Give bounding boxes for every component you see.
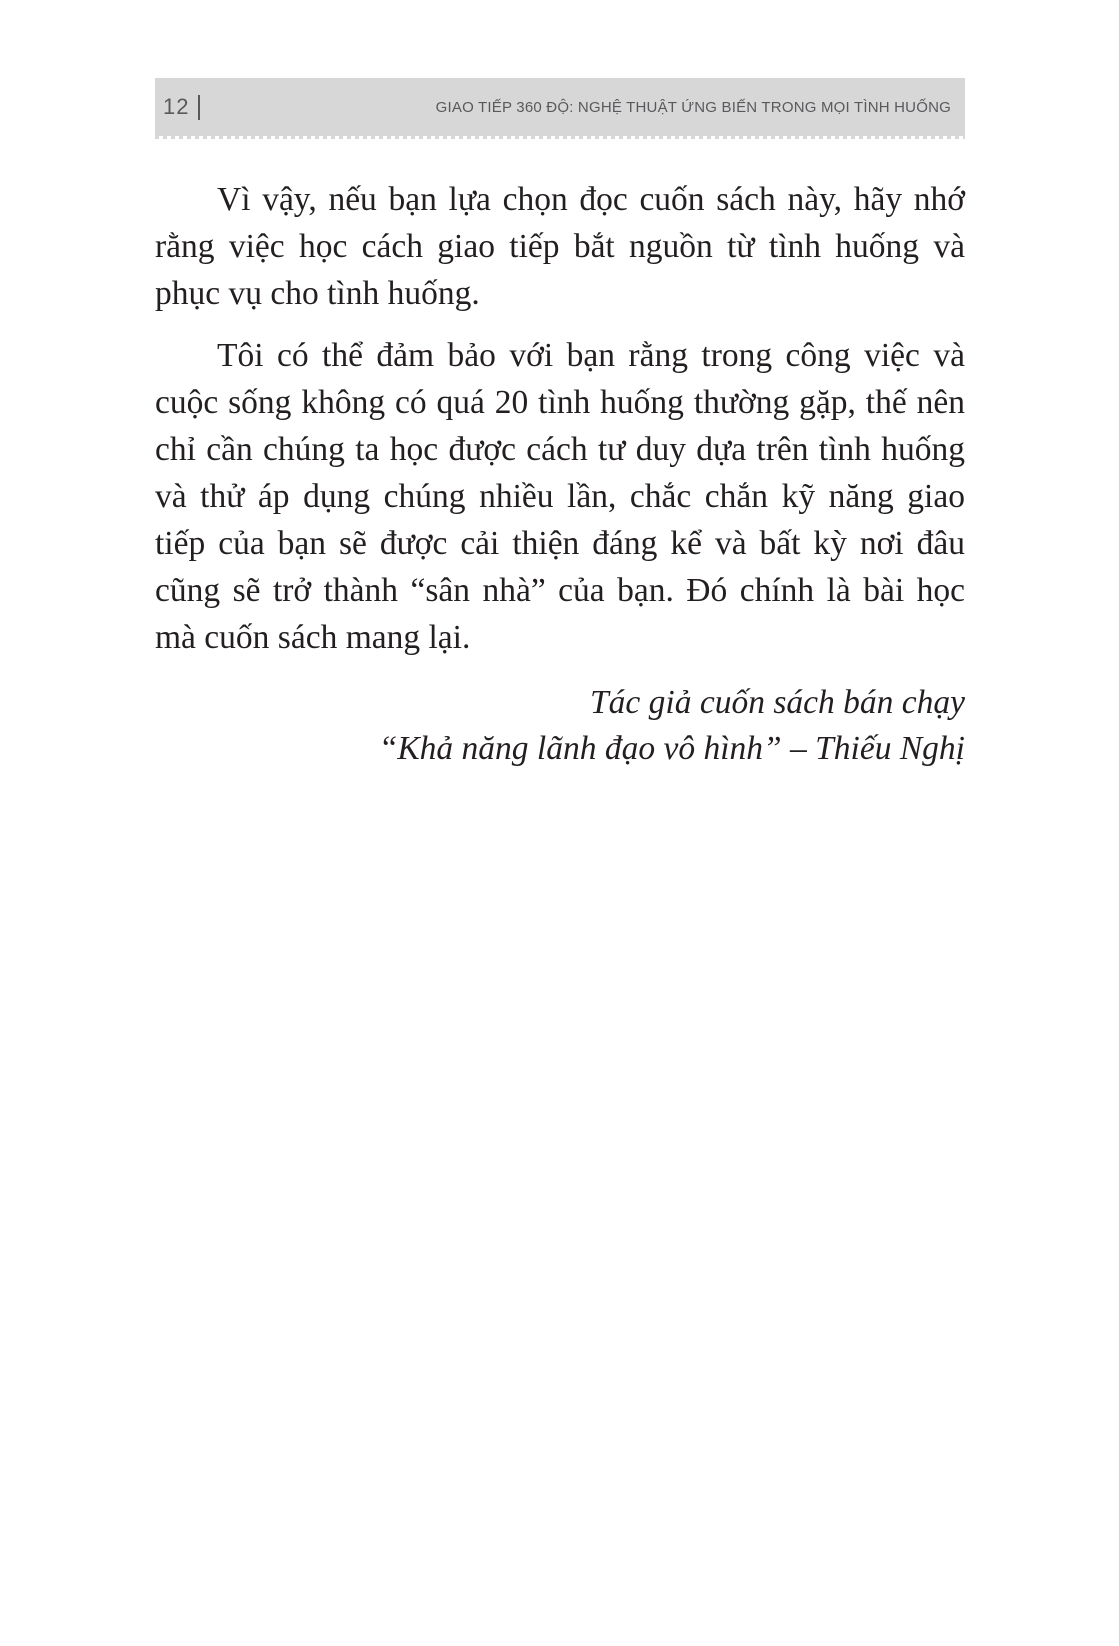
author-attribution [155,680,965,772]
body-text [155,176,965,676]
paragraph: Tôi có thể đảm bảo với bạn rằng trong công việc và cuộc sống không có quá 20 tình huống thường gặp, thế nên chỉ cần chúng ta học được cách tư duy dựa trên tình huống và thử áp dụng chúng nhiều lần, chắc chắn kỹ năng giao tiếp của bạn sẽ được cải thiện đáng kể và bất kỳ nơi đâu cũng sẽ trở thành “sân nhà” của bạn. Đó chính là bài học mà cuốn sách mang lại. [155,337,965,656]
page-number: 12 [163,94,190,119]
running-header [155,78,965,136]
header-divider [198,95,200,120]
attribution-line: Tác giả cuốn sách bán chạy [590,684,965,721]
paragraph: Vì vậy, nếu bạn lựa chọn đọc cuốn sách này, hãy nhớ rằng việc học cách giao tiếp bắt nguồn từ tình huống và phục vụ cho tình huống. [155,181,965,312]
attribution-line: “Khả năng lãnh đạo vô hình” – Thiếu Nghị [378,730,965,767]
running-header-title: GIAO TIẾP 360 ĐỘ: NGHỆ THUẬT ỨNG BIẾN TRONG MỌI TÌNH HUỐNG [435,99,951,116]
